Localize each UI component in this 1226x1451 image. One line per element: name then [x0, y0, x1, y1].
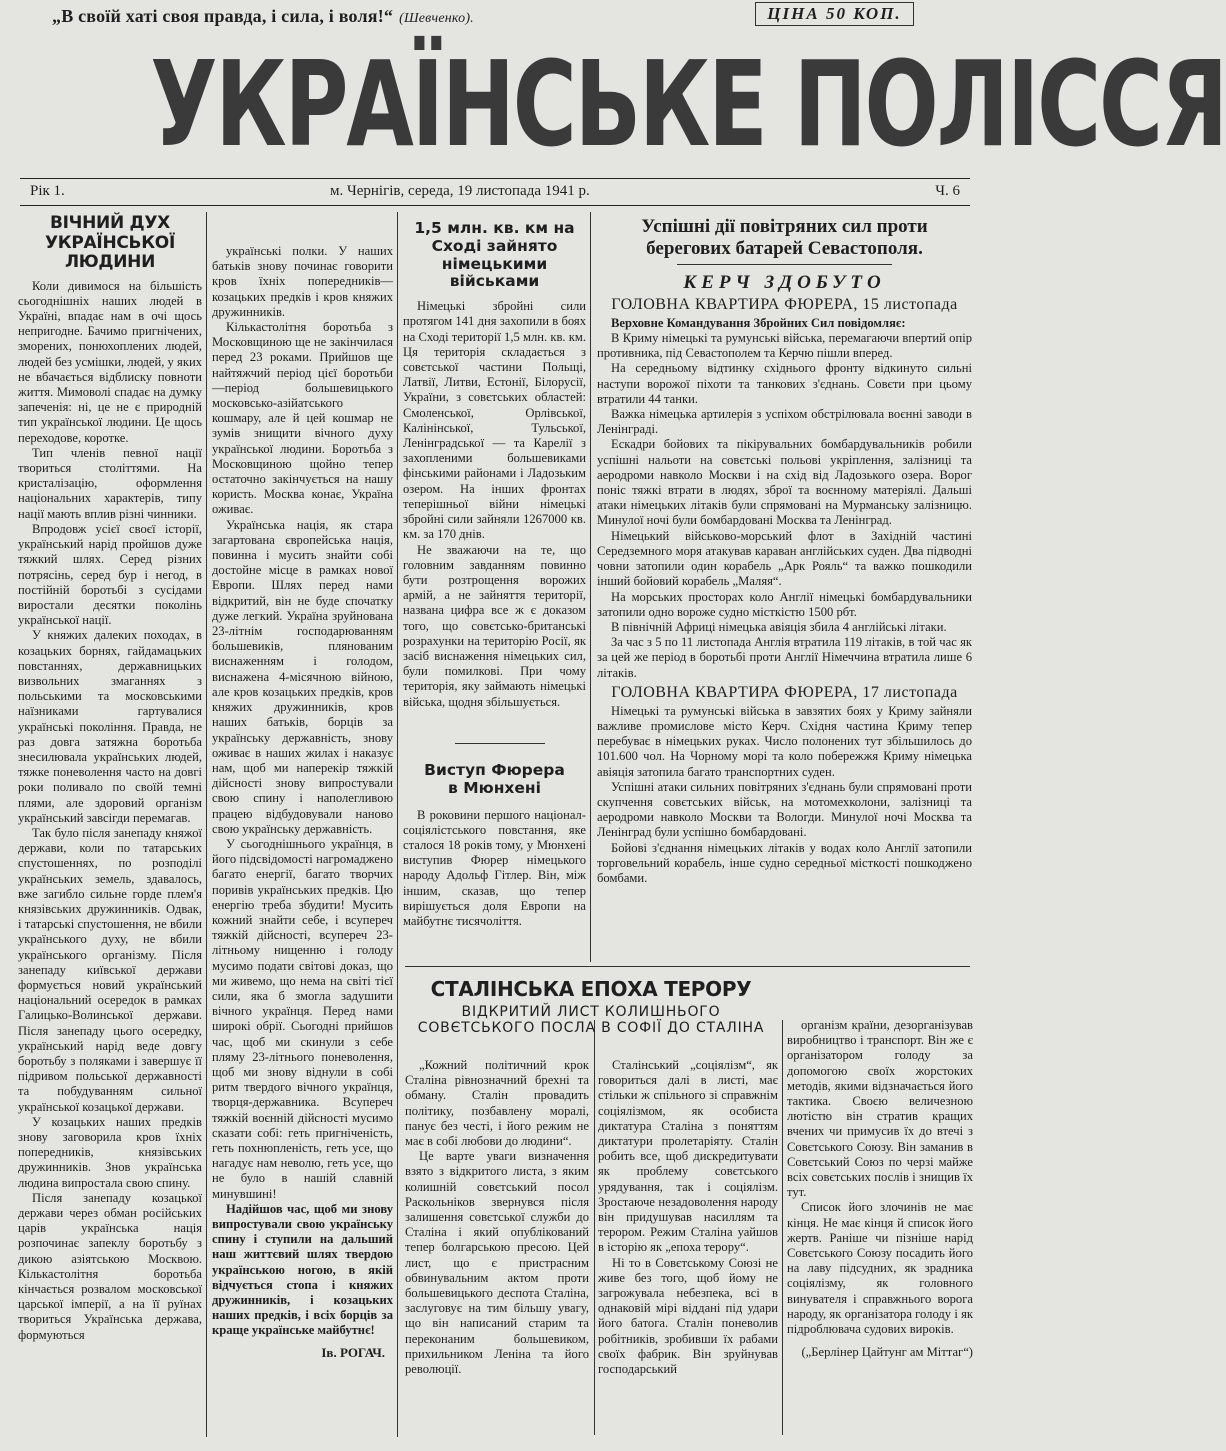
paragraph: В північній Африці німецька авіяція збила 4 англійські літаки. [611, 619, 947, 634]
article-eternal-spirit-continued [212, 244, 393, 1436]
article-body [597, 704, 972, 886]
short-divider [455, 743, 545, 744]
article-stalin-col2 [598, 1058, 778, 1436]
paragraph: Німецькі та румунські війська в завзятих боях у Криму зайняли важливе промислове місто Керч. Східня частина Криму тепер перебуває в німецьких руках. Число полонених тут збільшилось до 101.600 чол. На Чорному морі та коло побережжя Криму німецька авіяція затопила багато транспортних суден. [597, 703, 972, 779]
motto-source: (Шевченко). [399, 11, 474, 26]
column-divider [206, 212, 207, 1437]
paragraph: Коли дивимося на більшість сьогоднішніх наших людей в Україні, впадає нам в очі щось непригодне. Бачимо пригнічених, зморених, понюхоплених людей, людей без усмішки, людей, у яких не вбачається відблиску повноти життя. Мимоволі спадає на думку запеченія: ні, це не є природній тип української людини. Це щось переходове, коротке. [18, 278, 202, 445]
article-stalin-col3 [787, 1018, 973, 1436]
article-headline: СТАЛІНСЬКА ЕПОХА ТЕРОРУ [430, 977, 752, 1001]
article-eternal-spirit [18, 212, 202, 1437]
article-body [598, 1058, 778, 1377]
paragraph-lead: Верховне Командування Збройних Сил повідомляє: [611, 315, 906, 330]
column-divider [590, 212, 591, 962]
paragraph: Ескадри бойових та пікірувальних бомбардувальників робили успішні нальоти на совєтські польові укріплення, залізниці та аеродроми навколо Москви і на схід від Ладозького озера. Ворог поніс тяжкі втрати в людях, зброї та воєнному матеріялі. Дальші атаки німецьких літаків були спрямовані на Мурманську залізницю. Минулої ночі були бомбардовані Москва та Ленінград. [597, 437, 972, 528]
paragraph: Важка німецька артилерія з успіхом обстрілювала воєнні заводи в Ленінграді. [597, 407, 972, 437]
article-fuehrer-speech [403, 752, 586, 962]
article-territory [403, 212, 586, 742]
article-body [597, 316, 972, 681]
paragraph: У княжих далеких походах, в козацьких борнях, гайдамацьких повстаннях, державницьких визвольних змаганнях з польськими та московськими наїзниками гартувалися українські покоління. Правда, не раз довга затяжна боротьба знесилювала українських людей, тяжке поневолення часто на довгі роки поливало по своїй темні плями, але здоровий організм український завсігди перемагав. [18, 628, 202, 825]
year-label: Рік 1. [30, 183, 65, 199]
article-body [405, 1058, 589, 1377]
paragraph: Це варте уваги визначення взято з відкритого листа, з яким колишній совєтський посол Раскольніков звернувся після залишення совєтської служби до Сталіна і який опублікований тепер болгарською пресою. Цей лист, що є пристрасним обвинувальним актом проти большевицького деспота Сталіна, заслуговує на тим більшу увагу, що він написаний старим та переконаним большевиком, прихильником Леніна та його революції. [405, 1149, 589, 1377]
article-headline: 1,5 млн. кв. км на Сході зайнято німецькими військами [414, 219, 575, 291]
paragraph: Впродовж усієї своєї історії, український нарід пройшов дуже тяжкий шлях. Серед різних потрясінь, серед бур і негод, в постійній боротьбі з сусідами виростали десятки поколінь української нації. [18, 521, 202, 628]
article-headline: Успішні дії повітряних сил проти берегових батарей Севастополя. [641, 216, 928, 259]
paragraph: „Кожний політичний крок Сталіна рівнозначний брехні та обману. Сталін провадить політику, позбавлену моралі, панує без честі, і його режим не має в собі любови до людини“. [405, 1058, 589, 1149]
section-divider [405, 966, 970, 967]
paragraph: українські полки. У наших батьків знову починає говорити кров їхніх попередників—козацьких предків і кров княжих дружинників. [212, 244, 393, 319]
paragraph: Німецький військово-морський флот в Західній частині Середземного моря атакував караван англійських суден. Два підводні човни затопили один корабель „Арк Рояль“ та важко пошкодили інший бойовий корабель „Маляя“. [597, 528, 972, 589]
motto [52, 6, 474, 27]
article-source: („Берлінер Цайтунг ам Міттаг“) [801, 1345, 973, 1360]
masthead-rule-top [20, 178, 970, 179]
masthead-rule-bottom [20, 205, 970, 206]
dispatch-heading: ГОЛОВНА КВАРТИРА ФЮРЕРА, 17 листопада [611, 683, 958, 701]
column-divider [782, 1020, 783, 1435]
paragraph: У козацьких наших предків знову заговорила кров їхніх попередників, князівських дружинників. Знов українська людина випростала свою спину. [18, 1114, 202, 1190]
article-body [18, 279, 202, 1343]
paragraph: Після занепаду козацької держави через обман російських царів українська нація розпочинає запеклу боротьбу з дикою азіятською Москвою. Кількастолітня боротьба кінчається розвалом московської царської імперії, а на її руїнах твориться Українська держава, формуються [18, 1190, 202, 1342]
paragraph: Сталінський „соціялізм“, як говориться далі в листі, має стільки ж спільного зі справжнім соціялізмом, як особиста диктатура Сталіна з поняттям диктатури пролетаріяту. Сталін робить все, щоб дискредитувати як проблему совєтського урядування, так і соціялізм. Зростаюче незадоволення народу він придушував насиллям та терором. Режим Сталіна уайшов в історію як „епоха терору“. [598, 1058, 778, 1255]
article-body [403, 299, 586, 709]
masthead-title: УКРАЇНСЬКЕ ПОЛІССЯ [150, 35, 1226, 173]
dateline [30, 183, 960, 203]
paragraph: Ні то в Совєтському Союзі не живе без того, щоб йому не загрожувала небезпека, всі в однаковій мірі віддані під удари його батога. Сталін поневолив робітників, зробивши їх рабами своїх фабрик. Він зруйнував господарський [598, 1255, 778, 1377]
price-box: ЦІНА 50 КОП. [755, 2, 914, 26]
paragraph: Не зважаючи на те, що головним завданням повинно бути розтрощення ворожих армій, а не зайняття території, названа цифра все ж є доказом того, що совєтсько-британські розрахунки на територію Росії, як засіб виснаження німецьких сил, були помилкові. При чому територія, яку займають німецькі війська, щодня збільшується. [403, 542, 586, 709]
article-headline: Виступ Фюрера в Мюнхені [424, 761, 565, 797]
paragraph-call: Надійшов час, щоб ми знову випростували свою українську спину і ступили на дальший наш життєвий шлях твердою українською ногою, в якій відчується стопа і княжих дружинників, і козацьких наших предків, і всіх борців за краще українське майбутнє! [212, 1201, 393, 1338]
paragraph: В Криму німецькі та румунські війська, перемагаючи впертий опір противника, під Севастополем та Керчю пішли вперед. [597, 331, 972, 361]
article-stalin-headline [405, 978, 777, 1053]
article-stalin-col1 [405, 1058, 589, 1436]
paragraph: Так було після занепаду княжої держави, коли по татарських спустошеннях, по розподілі українських земель, здавалось, вже загибло сильне горде плем'я князівських дружинників. Одвак, і татарські спустошення, не вбили українського духу, не вбили українського організму. Після занепаду київської держави формується новий український національний осередок в рамках Галицько-Волинської держави. Після занепаду цього осередку, український нарід веде довгу боротьбу з поляками і завершує її підривом польської державності та побудуванням сильної української козацької держави. [18, 825, 202, 1114]
article-body [212, 244, 393, 1360]
article-subtitle: КЕРЧ ЗДОБУТО [683, 272, 886, 293]
issue-number: Ч. 6 [935, 183, 960, 199]
paragraph: Німецькі збройні сили протягом 141 дня захопили в боях на Сході території 1,5 млн. кв. км. Ця територія складається з совєтської частини Польщі, Латвії, Литви, Естонії, Білорусії, України, з совєтських областей: Смоленської, Орлівської, Калінінської, Тульської, Ленінградської — та Карелії з захопленими большевиками фінськими районами і Ладозьким озером. На інших фронтах теперішньої війни німецькі збройні сили зайняли 1267000 кв. км. за 170 днів. [403, 299, 586, 542]
paragraph: Бойові з'єднання німецьких літаків у водах коло Англії затопили торговельний корабель, інше судно середньої місткості пошкоджено бомбами. [597, 840, 972, 885]
paragraph: Кількастолітня боротьба з Московщиною ще не закінчилася перед 23 роками. Прийшов ще найтяжчий період цієї боротьби—період большевицького московсько-азійатського кошмару, але й цей кошмар не зумів знищити вічного духу української людини. Боротьба з Московщиною щойно тепер остаточно закінчується на нашу користь. Москва конає, Україна оживає. [212, 320, 393, 517]
paragraph: На середньому відтинку східнього фронту відкинуто сильні наступи ворожої піхоти та танкових з'єднань. Совєти при цьому втратили 44 танки. [597, 361, 972, 406]
paragraph: У сьогоднішнього українця, в його підсвідомості нагромаджено багато енергії, багато творчих поривів українських предків. Цю енергію треба збудити! Мусить кожний знайти себе, і всупереч тяжкій дійсності, всупереч 23-літньому нищенню і голоду мусимо подати світові доказ, що ми живемо, що нема на світі тієї сили, яка б змогла задушити вічного українця. Перед нами широкі обрії. Сьогодні прийшов час, щоб ми скинули з себе пляму 23-літнього поневолення, щоб ми знову віднули в собі ритм твердого вічного українця, творця-державника. Всупереч тяжкій воєнній дійсності мусимо сказати собі: геть пригніченість, геть похнюпленість, геть усе, що нагадує нам неволю, геть усе, що не було в нашій славній минувшині! [212, 836, 393, 1201]
article-air-forces [597, 212, 972, 964]
paragraph: В роковини першого націонал-соціялістського повстання, яке сталося 18 років тому, у Мюнхені виступив Фюрер німецького народу Адольф Гітлер. Він, між іншим, сказав, що тепер вирішується доля Европи на майбутнє тисячоліття. [403, 807, 586, 929]
paragraph: Українська нація, як стара загартована європейська нація, повинна і мусить знайти собі достойне місце в рамках нової Европи. Шлях перед нами відкритий, він не буде спочатку дуже легкий. Україна зруйнована 23-літнім господарюванням большевиків, плянованим виснаженням і голодом, виснажена 4-місячною війною, але кров козацьких предків, кров княжих дружинників, кров наших батьків, борців за українську державність, знову оживає в наших жилах і наказує нам, щоб ми наперекір тяжкій дійсності знову випростували свою спину і наполегливою працею відбудовували наново свою українську державність. [212, 517, 393, 836]
paragraph: Успішні атаки сильних повітряних з'єднань були спрямовані проти скупчення совєтських військ, на мотомехколони, залізниці та аеродроми навколо Москви та Вологди. Минулої ночі Москва та Ленінград були успішно бомбардовані. [597, 779, 972, 840]
article-author: Ів. РОГАЧ. [321, 1344, 385, 1360]
motto-text: „В своїй хаті своя правда, і сила, і воля!“ [52, 6, 394, 26]
paragraph: На морських просторах коло Англії німецькі бомбардувальники затопили одно вороже судно місткістю 1500 рбт. [597, 589, 972, 619]
paragraph: організм країни, дезорганізував виробництво і транспорт. Він же є організатором голоду за допомогою своїх жорстоких методів, якими відзначається його тактика. Своєю величезною лютістю він стратив кращих вчених чи примусив їх до втечі з Совєтського Союзу. Він заманив в Совєтський Союз по черзі майже всіх совєтських послів і знищив їх тут. [787, 1018, 973, 1200]
column-divider [397, 212, 398, 1437]
paragraph: За час з 5 по 11 листопада Англія втратила 119 літаків, в той час як за цей же період в боротьбі проти Англії Німеччина втратила лише 6 літаків. [597, 635, 972, 680]
dispatch-heading: ГОЛОВНА КВАРТИРА ФЮРЕРА, 15 листопада [611, 295, 958, 313]
article-headline: ВІЧНИЙ ДУХ УКРАЇНСЬКОЇ ЛЮДИНИ [45, 213, 175, 273]
short-divider [677, 264, 892, 265]
article-body [403, 808, 586, 930]
paragraph: Список його злочинів не має кінця. Не має кінця й список його жертв. Раніше чи пізніше нарід Совєтського Союзу посадить його на лаву підсудних, як зрадника соціялізму, як головного винувателя і справжнього ворога народу, як організатора голоду і як підроблювача судових вироків. [787, 1200, 973, 1337]
paragraph: Тип членів певної нації твориться століттями. На кристалізацію, оформлення національних характерів, типу нації мають вплив різні чинники. [18, 445, 202, 521]
article-body [787, 1018, 973, 1360]
column-divider [594, 1020, 595, 1435]
article-subtitle: ВІДКРИТИЙ ЛИСТ КОЛИШНЬОГО СОВЄТСЬКОГО ПОСЛА В СОФІЇ ДО СТАЛІНА [417, 1004, 765, 1036]
date-label: м. Чернігів, середа, 19 листопада 1941 р. [330, 183, 590, 199]
